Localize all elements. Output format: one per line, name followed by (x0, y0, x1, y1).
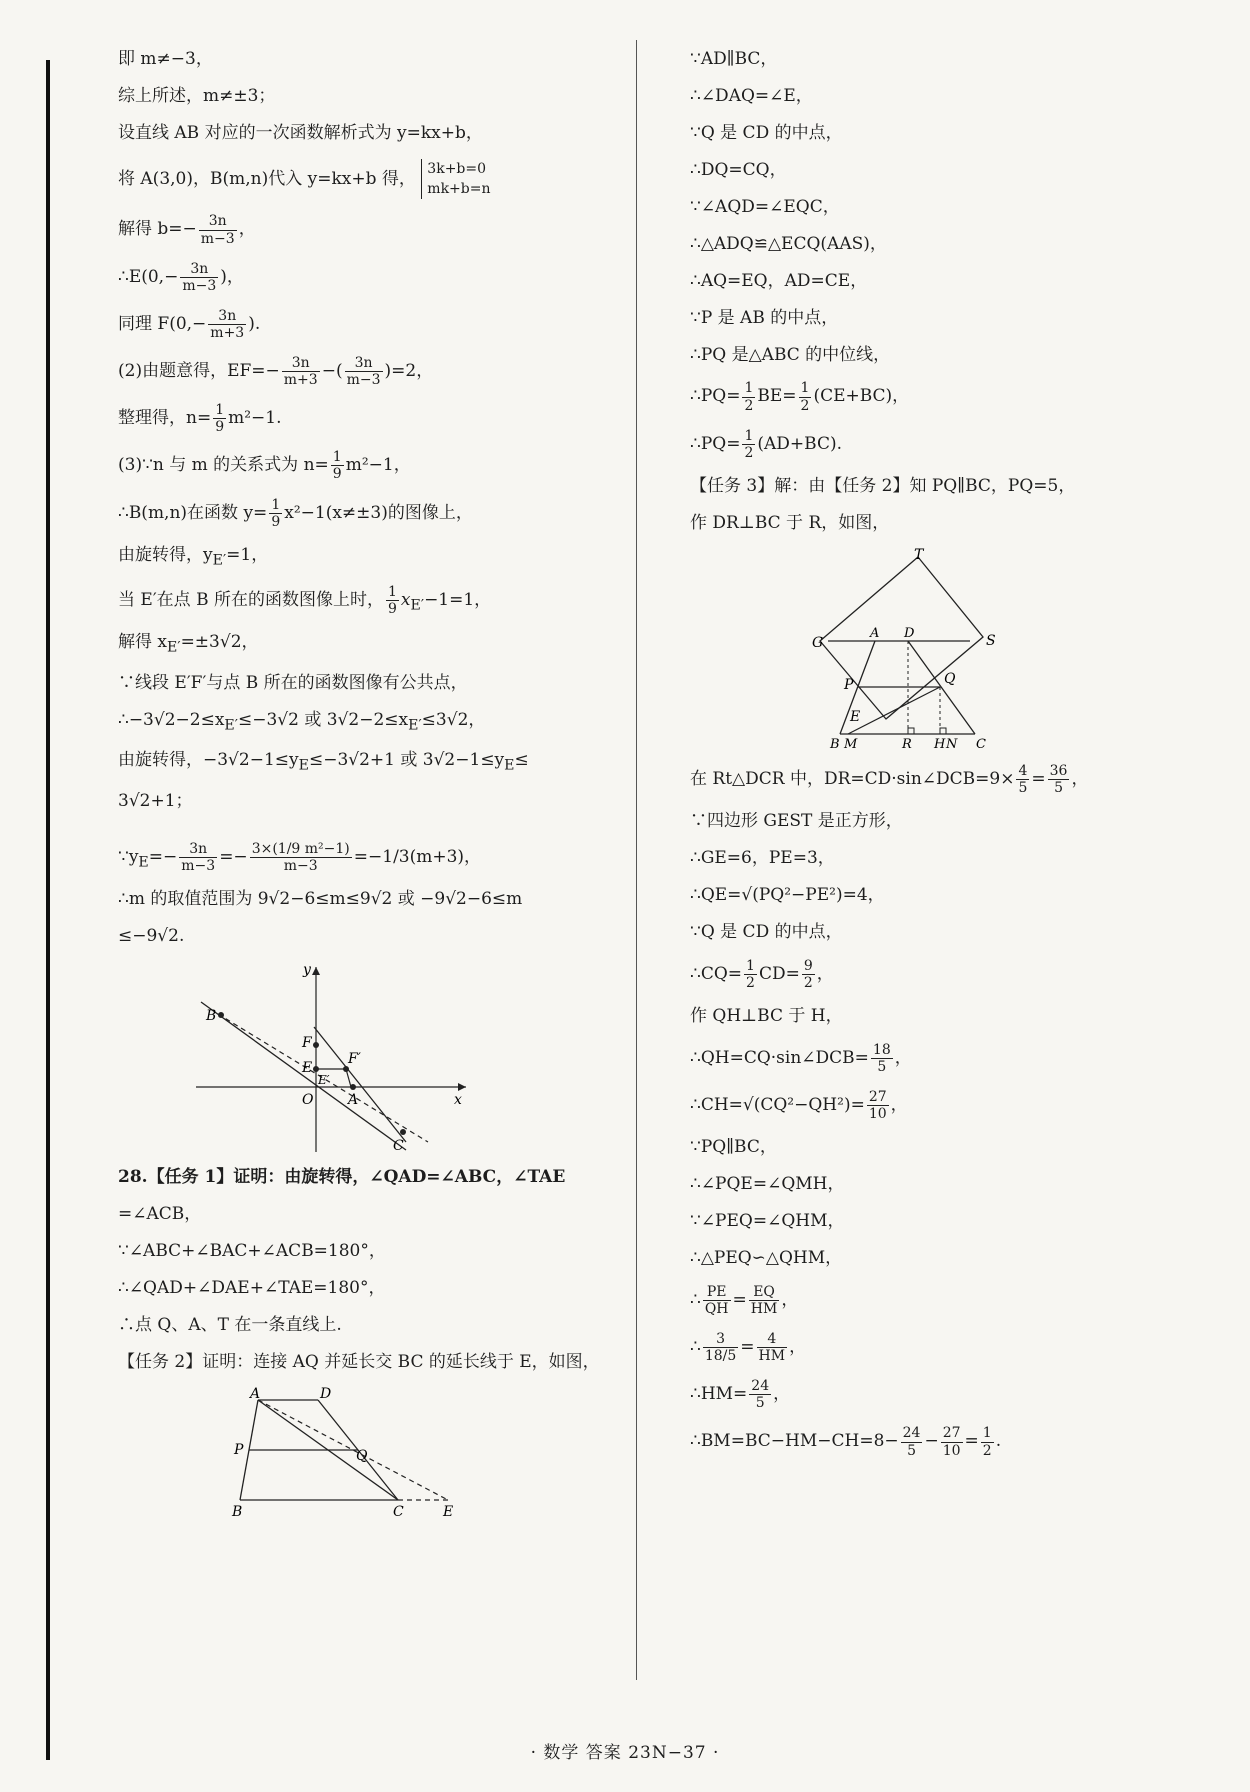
text-line: 当 E′在点 B 所在的函数图像上时， $\frac{1}{9}$ $x_{E'}-1=1$， (118, 584, 492, 618)
label-b: B (206, 1007, 217, 1024)
fraction (1048, 763, 1070, 796)
y-axis-arrow (312, 967, 320, 975)
denominator: 9 (215, 419, 225, 436)
text-segment: = (964, 1431, 979, 1452)
label-q: Q (944, 670, 956, 687)
denominator: 2 (744, 444, 754, 461)
fraction (199, 213, 237, 246)
binding-edge-bar (46, 60, 50, 1760)
label-p: P (844, 676, 854, 693)
text-segment: −( (321, 361, 343, 382)
text-segment: ∴PQ= (690, 433, 741, 454)
fraction (180, 261, 218, 294)
numerator: 4 (1018, 762, 1028, 779)
fraction (749, 1378, 771, 1411)
point-f (313, 1042, 319, 1048)
label-c: C (393, 1503, 404, 1520)
numerator: 3n (208, 308, 246, 325)
denominator: m+3 (210, 324, 245, 341)
text-line: ∴GE=6，PE=3， (690, 847, 835, 868)
numerator: 3n (199, 213, 237, 230)
text-segment: m²−1， (345, 455, 411, 476)
fraction (331, 449, 344, 482)
fraction (703, 1331, 738, 1364)
fraction (742, 428, 755, 461)
text-segment: ∴CQ= (690, 963, 743, 984)
text-segment: =−1/3(m+3)， (353, 846, 482, 867)
numerator: 4 (757, 1331, 788, 1348)
text-line: 作 DR⊥BC 于 R，如图， (690, 512, 890, 533)
text-line: =∠ACB， (118, 1203, 202, 1224)
label-o: O (302, 1091, 314, 1108)
label-c: C (393, 1137, 404, 1154)
subscript: E (298, 757, 309, 774)
numerator: 24 (751, 1378, 770, 1395)
text-segment: 由旋转得，−3√2−1≤y (118, 750, 299, 771)
text-line (690, 1042, 1210, 1075)
denominator: 5 (1018, 779, 1028, 796)
text-segment: x²−1(x≠±3)的图像上， (284, 502, 473, 523)
text-segment: ∵y (118, 846, 139, 867)
text-line: ∵线段 E′F′与点 B 所在的函数图像有公共点， (118, 672, 468, 693)
text-line (118, 261, 623, 294)
text-segment: ≤ (514, 750, 529, 771)
numerator: 3n (180, 261, 218, 278)
text-line: ∴点 Q、A、T 在一条直线上. (118, 1314, 342, 1335)
fraction (981, 1425, 994, 1458)
text-segment: ， (890, 1095, 908, 1116)
text-line: ∵Q 是 CD 的中点， (690, 122, 843, 143)
subscript: E′ (410, 597, 425, 614)
text-segment: 解得 x (118, 632, 167, 653)
text-line: 即 m≠−3， (118, 49, 213, 69)
text-segment: ). (248, 313, 261, 334)
text-segment: −1=1， (424, 590, 492, 611)
text-line (118, 213, 623, 246)
label-m: M (844, 736, 858, 752)
denominator: 2 (744, 397, 754, 414)
denominator: 5 (755, 1395, 765, 1412)
label-e: E (302, 1059, 313, 1076)
denominator: QH (704, 1300, 729, 1317)
point-c (400, 1129, 406, 1135)
text-segment: BE= (757, 386, 797, 407)
denominator: 5 (907, 1442, 917, 1459)
text-segment: ∴−3√2−2≤x (118, 709, 225, 730)
text-line: 【任务 2】证明：连接 AQ 并延长交 BC 的延长线于 E，如图， (118, 1351, 600, 1372)
text-segment: = (1031, 768, 1046, 789)
label-c: C (976, 736, 986, 752)
text-line (118, 749, 623, 776)
text-line (118, 159, 623, 200)
system-eq: mk+b=n (427, 181, 491, 198)
text-line (118, 631, 623, 658)
fraction (250, 841, 352, 874)
fraction (749, 1284, 780, 1317)
text-line: ∵∠AQD=∠EQC， (690, 196, 840, 217)
label-d: D (320, 1385, 332, 1402)
text-line (690, 1425, 1210, 1458)
text-line (118, 497, 623, 530)
text-segment: )， (220, 266, 244, 287)
coordinate-figure (196, 962, 466, 1152)
label-t: T (914, 546, 924, 563)
numerator: PE (703, 1284, 731, 1301)
text-segment: ∴HM= (690, 1384, 748, 1405)
text-line: 【任务 3】解：由【任务 2】知 PQ∥BC，PQ=5， (690, 475, 1076, 496)
text-line (690, 1331, 1210, 1364)
text-line: ∴△ADQ≌△ECQ(AAS)， (690, 233, 887, 254)
fraction (744, 958, 757, 991)
label-e: E (850, 708, 861, 725)
square-gest (820, 557, 983, 719)
text-segment: ∴QH=CQ·sin∠DCB= (690, 1047, 869, 1068)
text-segment: = (732, 1289, 747, 1310)
numerator: 1 (271, 496, 281, 513)
text-segment: = (740, 1337, 755, 1358)
text-segment: 将 A(3,0)，B(m,n)代入 y=kx+b 得， (118, 168, 416, 189)
text-segment: =− (219, 846, 248, 867)
subscript: E (138, 854, 149, 871)
left-column (118, 48, 623, 1532)
task2-figure (228, 1385, 468, 1520)
denominator: m+3 (283, 372, 318, 389)
label-n: N (946, 736, 958, 752)
label-d: D (904, 625, 915, 641)
denominator: 9 (387, 601, 397, 618)
text-segment: 由旋转得，y (118, 544, 213, 565)
text-segment: (3)∵n 与 m 的关系式为 n= (118, 455, 329, 476)
label-y: y (303, 961, 311, 978)
text-segment: . (995, 1431, 1002, 1452)
text-line: ∵四边形 GEST 是正方形， (690, 810, 903, 831)
subscript: E′ (224, 717, 238, 734)
label-r: R (902, 736, 912, 752)
fraction (901, 1425, 923, 1458)
label-a: A (348, 1091, 359, 1108)
text-line (118, 449, 623, 482)
numerator: 1 (215, 402, 225, 419)
subscript: E′ (408, 717, 422, 734)
denominator: 10 (868, 1106, 887, 1123)
text-line: 设直线 AB 对应的一次函数解析式为 y=kx+b， (118, 122, 483, 143)
text-line: 3√2+1； (118, 790, 193, 811)
text-line: ∵∠ABC+∠BAC+∠ACB=180°， (118, 1240, 386, 1261)
text-line (118, 709, 623, 736)
text-segment: =1， (226, 544, 269, 565)
fraction (282, 355, 320, 388)
label-f-prime: F′ (348, 1050, 361, 1067)
text-segment: ∴B(m,n)在函数 y= (118, 502, 268, 523)
fraction (208, 308, 246, 341)
text-line: ∴m 的取值范围为 9√2−6≤m≤9√2 或 −9√2−6≤m (118, 889, 523, 910)
right-angle-h (940, 728, 946, 734)
numerator: 3 (703, 1331, 738, 1348)
text-line: ∴∠DAQ=∠E， (690, 85, 813, 106)
numerator: 27 (942, 1425, 961, 1442)
fraction (269, 497, 282, 530)
text-line: ∵PQ∥BC， (690, 1137, 777, 1158)
fraction (703, 1284, 731, 1317)
right-angle-r (908, 728, 914, 734)
denominator: 2 (803, 974, 813, 991)
text-line: ∴∠QAD+∠DAE+∠TAE=180°， (118, 1277, 386, 1298)
denominator: m−3 (346, 372, 381, 389)
fraction (757, 1331, 788, 1364)
fraction (941, 1425, 963, 1458)
numerator: 1 (982, 1425, 992, 1442)
numerator: 3n (179, 841, 217, 858)
point-e (313, 1066, 319, 1072)
text-segment: (2)由题意得，EF=− (118, 361, 280, 382)
text-segment: ∴E(0,− (118, 266, 179, 287)
text-line: ∴QE=√(PQ²−PE²)=4， (690, 884, 885, 905)
fraction (742, 380, 755, 413)
label-h: H (934, 736, 946, 752)
denominator: 2 (800, 397, 810, 414)
fraction (867, 1089, 889, 1122)
denominator: 10 (942, 1442, 961, 1459)
text-segment: ∴PQ= (690, 386, 741, 407)
right-column (690, 48, 1210, 1473)
fraction (213, 402, 226, 435)
text-line (118, 355, 623, 388)
numerator: 24 (902, 1425, 921, 1442)
denominator: 5 (1054, 779, 1063, 796)
text-segment: =±3√2， (180, 632, 259, 653)
numerator: 1 (744, 380, 754, 397)
text-line: ∴△PEQ∽△QHM， (690, 1247, 843, 1268)
text-segment: ∴CH=√(CQ²−QH²)= (690, 1095, 865, 1116)
column-divider (636, 40, 637, 1680)
numerator: 27 (868, 1088, 887, 1105)
text-segment: 整理得，n= (118, 408, 212, 429)
fraction (871, 1042, 893, 1075)
text-line (118, 308, 623, 341)
label-x: x (454, 1091, 462, 1108)
text-line (690, 428, 1210, 461)
text-segment: 解得 b=− (118, 219, 197, 240)
text-segment: ， (894, 1047, 912, 1068)
x-axis-arrow (458, 1083, 466, 1091)
label-a: A (250, 1385, 261, 1402)
numerator: 1 (387, 584, 397, 601)
text-segment: − (924, 1431, 939, 1452)
denominator: m−3 (200, 230, 235, 247)
text-segment: )=2， (384, 361, 434, 382)
numerator: 1 (332, 449, 342, 466)
point-a (350, 1084, 356, 1090)
fraction (386, 584, 399, 617)
task3-figure (812, 546, 1020, 752)
equation-system (421, 159, 490, 200)
text-segment: ， (789, 1337, 807, 1358)
text-line: 作 QH⊥BC 于 H， (690, 1005, 843, 1026)
text-segment: ， (816, 963, 834, 984)
text-line (690, 763, 1210, 796)
text-segment: (CE+BC)， (813, 386, 910, 407)
text-line (690, 1284, 1210, 1317)
fraction (802, 958, 815, 991)
fraction (345, 355, 383, 388)
text-segment: =− (148, 846, 178, 867)
text-line: 28.【任务 1】证明：由旋转得，∠QAD=∠ABC，∠TAE (118, 1166, 566, 1187)
subscript: E′ (167, 639, 181, 656)
text-segment: ， (238, 219, 256, 240)
denominator: m−3 (182, 277, 217, 294)
text-line (118, 841, 623, 874)
numerator: 18 (872, 1041, 891, 1058)
text-segment: 同理 F(0,− (118, 313, 207, 334)
subscript: E (504, 757, 515, 774)
text-segment: ∴ (690, 1289, 701, 1310)
label-b: B (830, 736, 840, 752)
text-segment: m²−1. (228, 408, 282, 429)
numerator: 3n (282, 355, 320, 372)
text-line: ∴AQ=EQ，AD=CE， (690, 270, 868, 291)
label-e-prime: E′ (318, 1072, 330, 1087)
text-line: 综上所述，m≠±3； (118, 85, 276, 106)
numerator: 1 (744, 427, 754, 444)
text-segment: (AD+BC). (757, 433, 842, 454)
denominator: 18/5 (704, 1348, 737, 1365)
numerator: 36 (1049, 762, 1068, 779)
denominator: HM (750, 1300, 778, 1317)
label-e: E (443, 1503, 454, 1520)
subscript: E′ (212, 552, 227, 569)
numerator: 1 (746, 957, 755, 974)
denominator: 9 (271, 513, 281, 530)
denominator: 5 (877, 1058, 887, 1075)
label-f: F (302, 1034, 312, 1051)
text-line: ∴DQ=CQ， (690, 159, 787, 180)
text-segment: ∴ (690, 1337, 701, 1358)
text-segment: ≤−3√2 或 3√2−2≤x (237, 709, 409, 730)
text-line: ∴∠PQE=∠QMH， (690, 1174, 845, 1195)
text-line (690, 1378, 1210, 1411)
text-segment: ， (781, 1289, 799, 1310)
point-b (218, 1012, 224, 1018)
text-segment: 在 Rt△DCR 中，DR=CD·sin∠DCB=9× (690, 768, 1015, 789)
numerator: 9 (803, 957, 813, 974)
fraction (179, 841, 217, 874)
text-segment: ， (1071, 768, 1089, 789)
text-segment: ≤−3√2+1 或 3√2−1≤y (308, 750, 505, 771)
numerator: EQ (749, 1284, 780, 1301)
text-line: ≤−9√2. (118, 925, 185, 946)
denominator: m−3 (181, 857, 216, 874)
segment-mq (848, 687, 940, 734)
text-line (118, 402, 623, 435)
text-segment: ≤3√2， (421, 709, 486, 730)
text-segment: 当 E′在点 B 所在的函数图像上时， (118, 590, 384, 611)
label-s: S (986, 632, 996, 649)
label-g: G (812, 634, 824, 651)
denominator: 9 (332, 466, 342, 483)
denominator: HM (758, 1348, 786, 1365)
line-through-b (201, 1002, 406, 1150)
denominator: m−3 (283, 857, 318, 874)
text-line: ∵AD∥BC， (690, 49, 778, 69)
fraction (799, 380, 812, 413)
text-line (690, 1089, 1210, 1122)
label-p: P (234, 1441, 244, 1458)
text-line: ∴PQ 是△ABC 的中位线， (690, 344, 891, 365)
fraction (1016, 763, 1029, 796)
label-b: B (232, 1503, 243, 1520)
label-q: Q (356, 1447, 368, 1464)
text-segment: ∴BM=BC−HM−CH=8− (690, 1431, 899, 1452)
text-line: ∵∠PEQ=∠QHM， (690, 1211, 845, 1231)
numerator: 3n (345, 355, 383, 372)
text-segment: CD= (758, 963, 800, 984)
text-line (690, 958, 1210, 991)
numerator: 3×(1/9 m²−1) (251, 840, 350, 857)
text-segment: ， (773, 1384, 791, 1405)
text-line (118, 544, 623, 571)
text-line: ∵P 是 AB 的中点， (690, 307, 839, 328)
denominator: 2 (982, 1442, 992, 1459)
label-a: A (870, 625, 880, 641)
text-line (690, 380, 1210, 413)
numerator: 1 (800, 380, 810, 397)
text-line: ∵Q 是 CD 的中点， (690, 921, 843, 942)
system-eq: 3k+b=0 (427, 160, 487, 177)
page-footer: · 数学 答案 23N−37 · (530, 1743, 720, 1763)
denominator: 2 (746, 974, 755, 991)
